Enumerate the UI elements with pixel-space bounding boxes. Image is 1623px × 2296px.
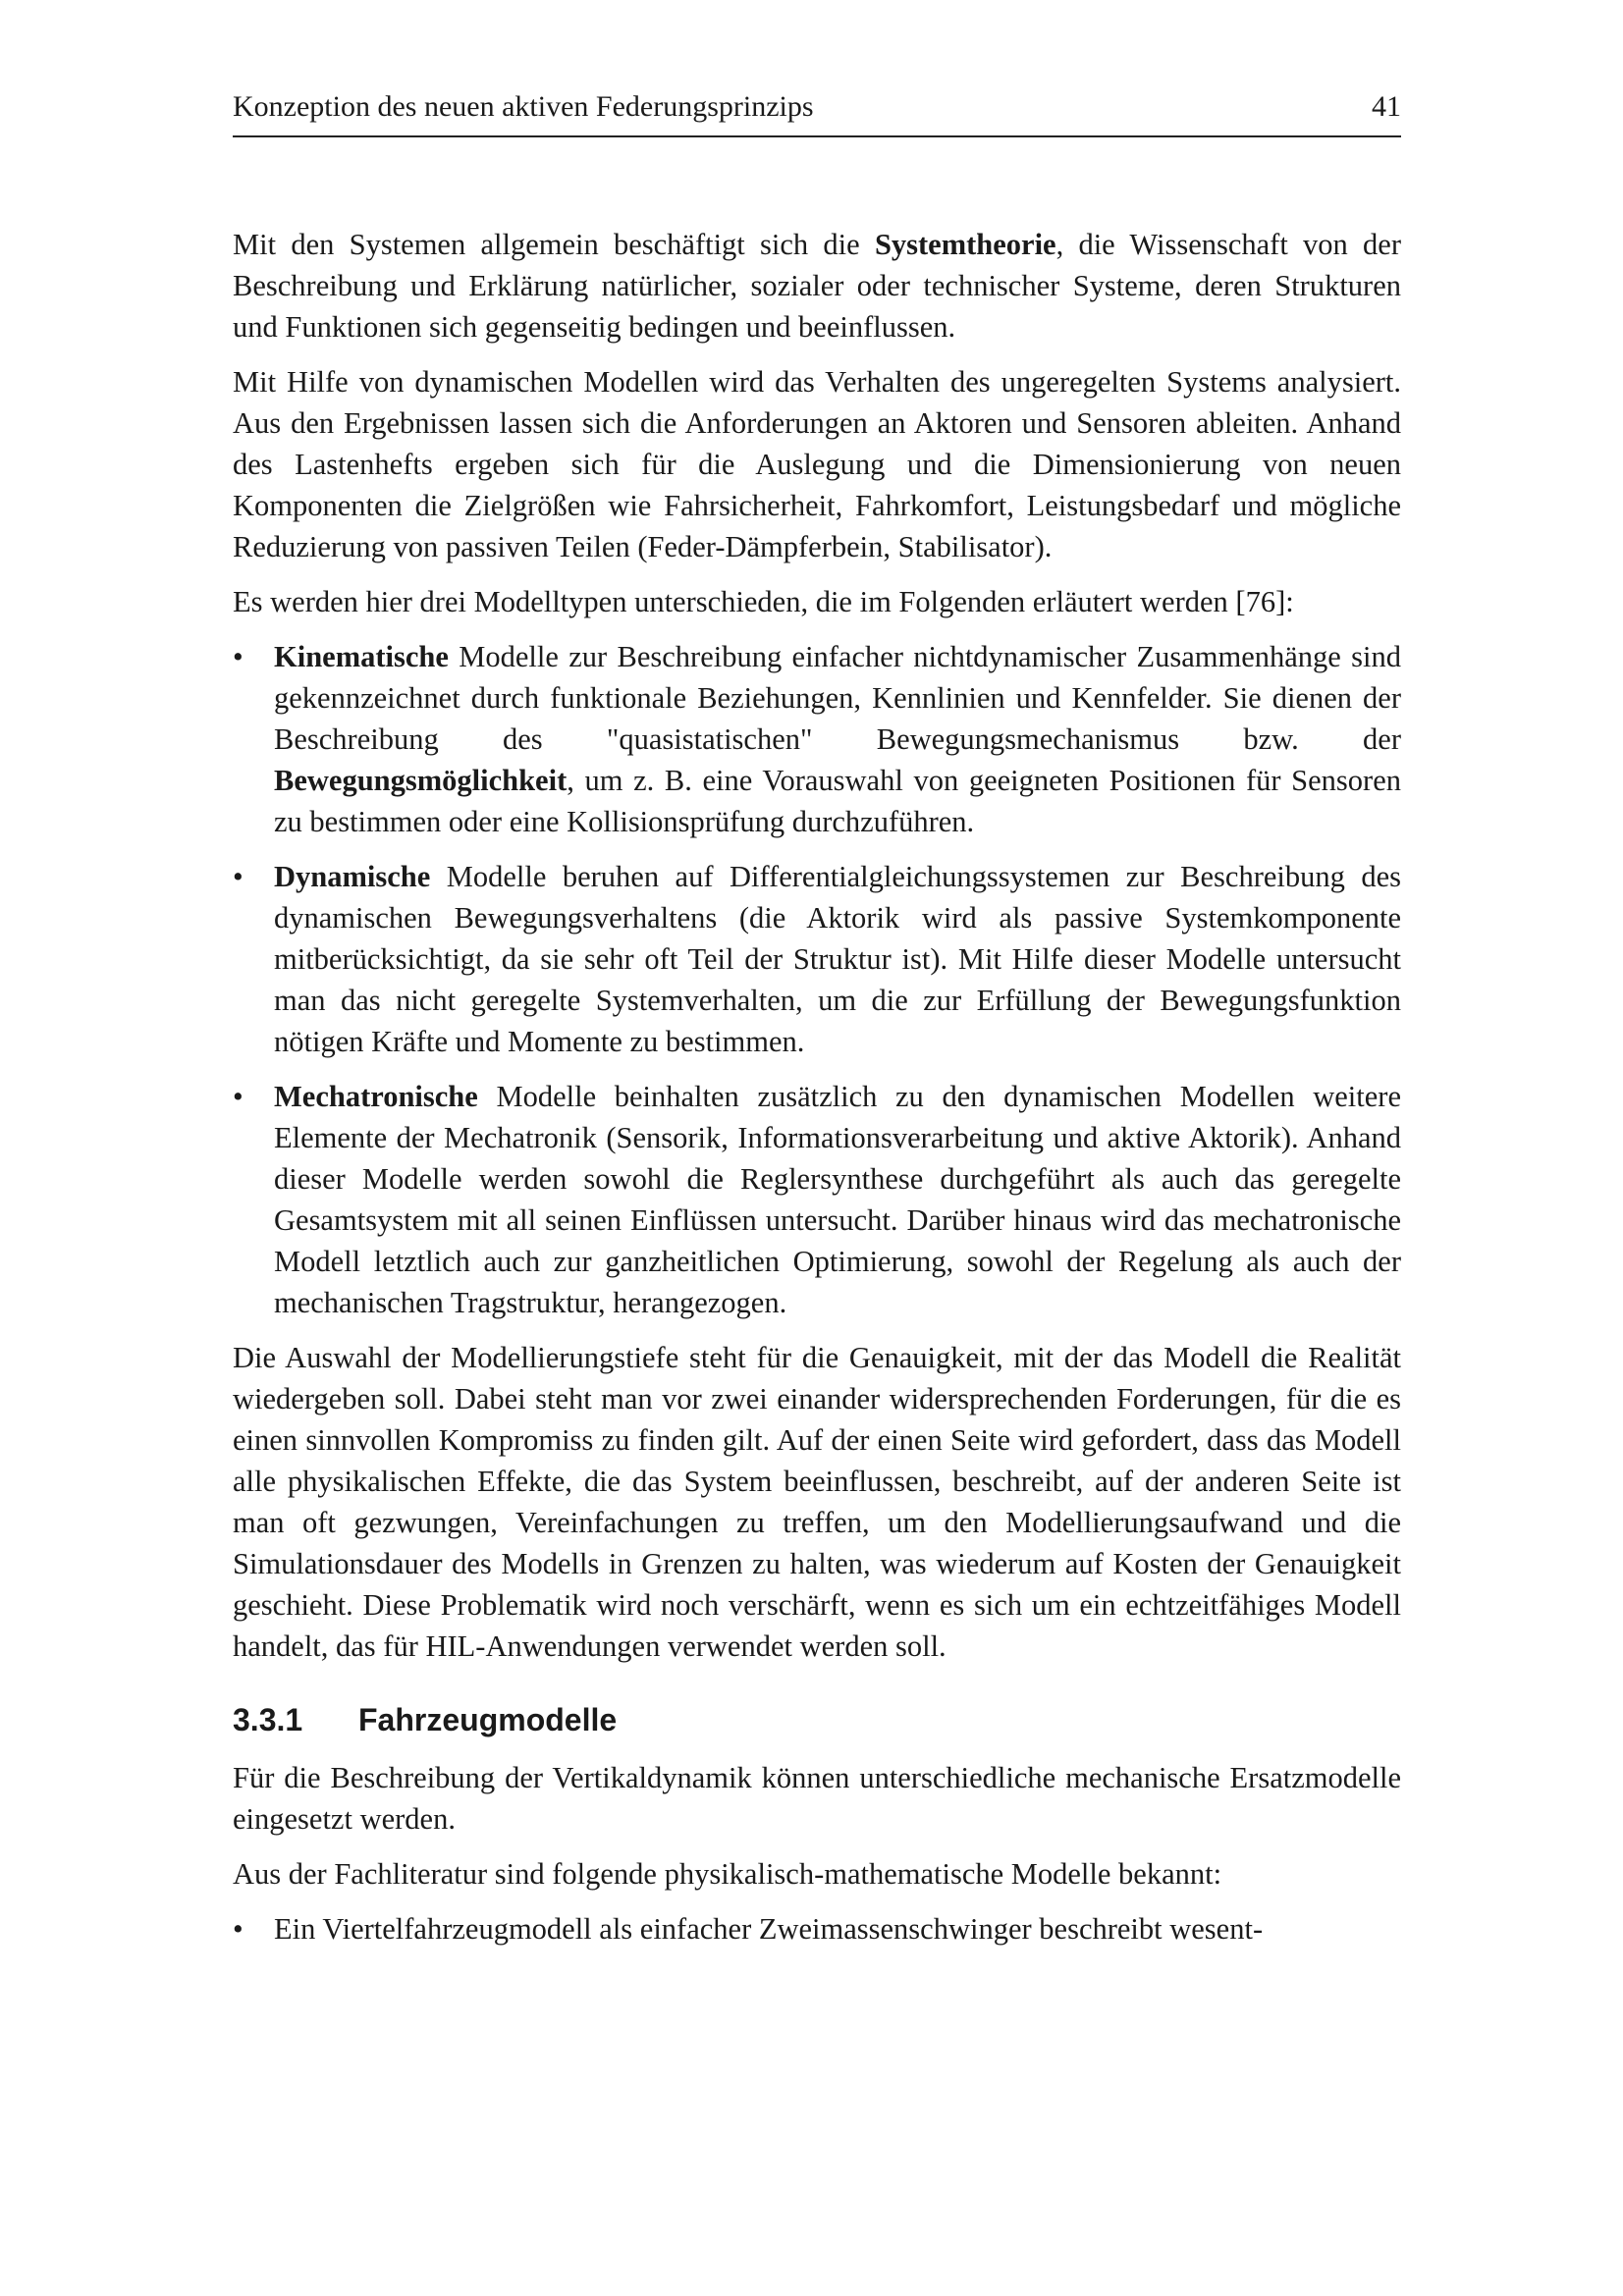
page-body (233, 224, 1401, 1963)
model-types-list (233, 636, 1401, 1323)
bullet-icon: • (233, 1912, 243, 1946)
bold-term-bewegungsmoeglichkeit: Bewegungsmöglichkeit (274, 764, 568, 797)
list-item-text: Ein Viertelfahrzeugmodell als einfacher Zweimassenschwinger beschreibt wesent- (274, 1912, 1264, 1946)
list-item-text: Modelle beinhalten zusätzlich zu den dynamischen Modellen weitere Elemente der Mechatronik (Sensorik, Informationsverarbeitung und aktive Aktorik). Anhand dieser Modelle werden sowohl die Reglersynthese durchgeführt als auch das geregelte Gesamtsystem mit all seinen Einflüssen untersucht. Darüber hinaus wird das mechatronische Modell letztlich auch zur ganzheitlichen Optimierung, sowohl der Regelung als auch der mechanischen Tragstruktur, herangezogen. (274, 1080, 1401, 1319)
bullet-icon: • (233, 640, 243, 673)
paragraph-model-types-intro: Es werden hier drei Modelltypen unterschieden, die im Folgenden erläutert werden [76]: (233, 585, 1294, 618)
paragraph-text: Mit den Systemen allgemein beschäftigt sich die (233, 228, 875, 261)
vehicle-models-list (233, 1908, 1401, 1949)
header-title: Konzeption des neuen aktiven Federungsprinzips (233, 90, 814, 123)
paragraph-dynamic-models: Mit Hilfe von dynamischen Modellen wird das Verhalten des ungeregelten Systems analysiert. Aus den Ergebnissen lassen sich die Anforderungen an Aktoren und Sensoren ableiten. Anhand des Lastenhefts ergeben sich für die Auslegung und die Dimensionierung von neuen Komponenten die Zielgrößen wie Fahrsicherheit, Fahrkomfort, Leistungsbedarf und mögliche Reduzierung von passiven Teilen (Feder-Dämpferbein, Stabilisator). (233, 365, 1401, 563)
section-title: Fahrzeugmodelle (358, 1702, 618, 1737)
page-number: 41 (1372, 90, 1401, 123)
list-item-text: , um z. B. eine Vorauswahl von geeigneten Positionen für Sensoren zu bestimmen oder eine Kollisionsprüfung durchzuführen. (274, 764, 1401, 838)
bold-term-kinematische: Kinematische (274, 640, 449, 673)
list-item-quarter-car (233, 1908, 1401, 1949)
running-header (233, 90, 1401, 137)
list-item-dynamic (233, 856, 1401, 1062)
paragraph-literature-models: Aus der Fachliteratur sind folgende physikalisch-mathematische Modelle bekannt: (233, 1857, 1222, 1891)
section-heading (233, 1700, 1401, 1739)
list-item-kinematic (233, 636, 1401, 842)
paragraph-systemtheorie (233, 224, 1401, 347)
paragraph-text: , die Wissenschaft von der Beschreibung und Erklärung natürlicher, sozialer oder technischer Systeme, deren Strukturen und Funktionen sich gegenseitig bedingen und beeinflussen. (233, 228, 1402, 344)
paragraph-modelling-depth: Die Auswahl der Modellierungstiefe steht für die Genauigkeit, mit der das Modell die Realität wiedergeben soll. Dabei steht man vor zwei einander widersprechenden Forderungen, für die es einen sinnvollen Kompromiss zu finden gilt. Auf der einen Seite wird gefordert, dass das Modell alle physikalischen Effekte, die das System beeinflussen, beschreibt, auf der anderen Seite ist man oft gezwungen, Vereinfachungen zu treffen, um den Modellierungsaufwand und die Simulationsdauer des Modells in Grenzen zu halten, was wiederum auf Kosten der Genauigkeit geschieht. Diese Problematik wird noch verschärft, wenn es sich um ein echtzeitfähiges Modell handelt, das für HIL-Anwendungen verwendet werden soll. (233, 1341, 1401, 1663)
section-number: 3.3.1 (233, 1702, 303, 1737)
list-item-text: Modelle beruhen auf Differentialgleichungssystemen zur Beschreibung des dynamischen Bewegungsverhaltens (die Aktorik wird als passive Systemkomponente mitberücksichtigt, da sie sehr oft Teil der Struktur ist). Mit Hilfe dieser Modelle untersucht man das nicht geregelte Systemverhalten, um die zur Erfüllung der Bewegungsfunktion nötigen Kräfte und Momente zu bestimmen. (274, 860, 1401, 1058)
list-item-mechatronic (233, 1076, 1401, 1323)
bullet-icon: • (233, 1080, 243, 1113)
list-item-text: Modelle zur Beschreibung einfacher nichtdynamischer Zusammenhänge sind gekennzeichnet durch funktionale Beziehungen, Kennlinien und Kennfelder. Sie dienen der Beschreibung des "quasistatischen" Bewegungsmechanismus bzw. der (274, 640, 1401, 756)
bullet-icon: • (233, 860, 243, 893)
paragraph-vertical-dynamics: Für die Beschreibung der Vertikaldynamik können unterschiedliche mechanische Ersatzmodelle eingesetzt werden. (233, 1761, 1401, 1836)
bold-term-systemtheorie: Systemtheorie (874, 228, 1056, 261)
bold-term-dynamische: Dynamische (274, 860, 431, 893)
bold-term-mechatronische: Mechatronische (274, 1080, 478, 1113)
